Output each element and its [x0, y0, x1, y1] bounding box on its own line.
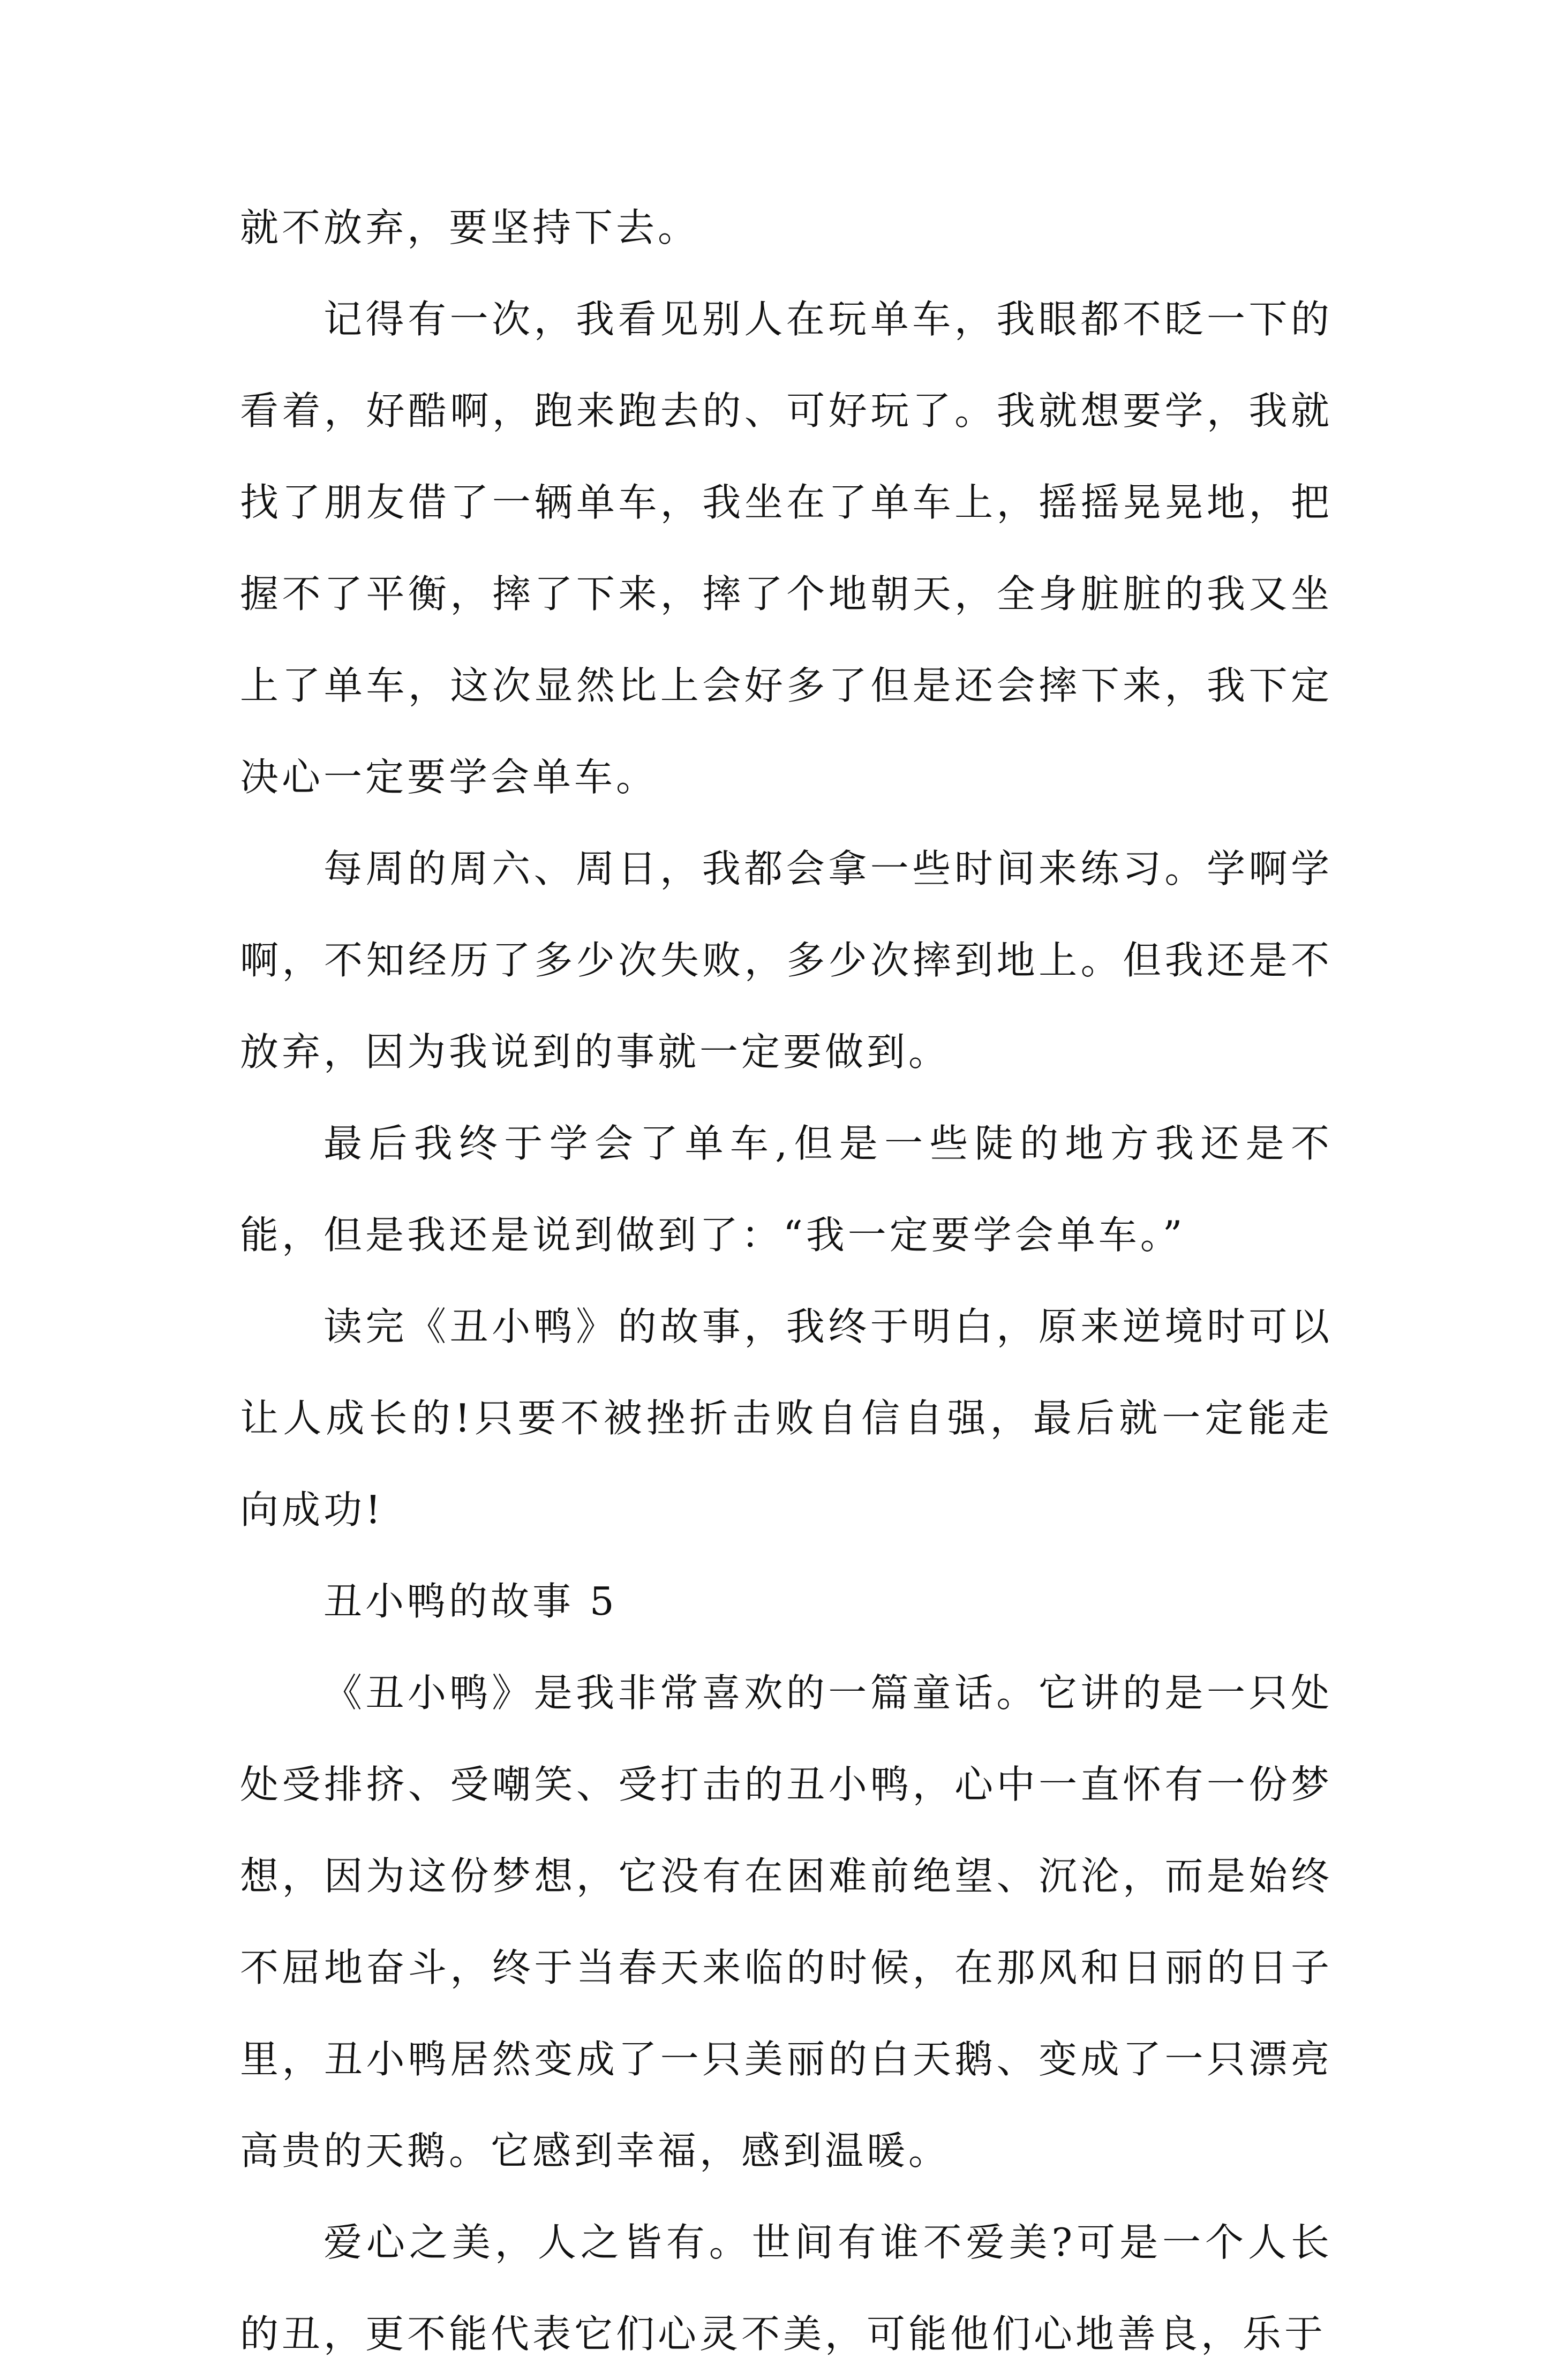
paragraph-7: 爱心之美，人之皆有。世间有谁不爱美?可是一个人长的丑，更不能代表它们心灵不美，可能他们心地善良，乐于 — [240, 2220, 1333, 2356]
section-heading: 丑小鸭的故事 5 — [323, 1579, 618, 1624]
paragraph-4: 最后我终于学会了单车,但是一些陡的地方我还是不能，但是我还是说到做到了：“我一定要学会单车。” — [240, 1121, 1333, 1257]
paragraph-5: 读完《丑小鸭》的故事，我终于明白，原来逆境时可以让人成长的!只要不被挫折击败自信自强，最后就一定能走向成功! — [240, 1304, 1333, 1532]
document-body — [240, 182, 1333, 2380]
paragraph-3: 每周的周六、周日，我都会拿一些时间来练习。学啊学啊，不知经历了多少次失败，多少次摔到地上。但我还是不放弃，因为我说到的事就一定要做到。 — [240, 846, 1333, 1074]
paragraph-1: 就不放弃，要坚持下去。 — [240, 205, 700, 250]
paragraph-6: 《丑小鸭》是我非常喜欢的一篇童话。它讲的是一只处处受排挤、受嘲笑、受打击的丑小鸭，心中一直怀有一份梦想，因为这份梦想，它没有在困难前绝望、沉沦，而是始终不屈地奋斗，终于当春天来临的时候，在那风和日丽的日子里，丑小鸭居然变成了一只美丽的白天鹅、变成了一只漂亮高贵的天鹅。它感到幸福，感到温暖。 — [240, 1670, 1333, 2173]
paragraph-2: 记得有一次，我看见别人在玩单车，我眼都不眨一下的看着，好酷啊，跑来跑去的、可好玩了。我就想要学，我就找了朋友借了一辆单车，我坐在了单车上，摇摇晃晃地，把握不了平衡，摔了下来，摔了个地朝天，全身脏脏的我又坐上了单车，这次显然比上会好多了但是还会摔下来，我下定决心一定要学会单车。 — [240, 297, 1333, 800]
